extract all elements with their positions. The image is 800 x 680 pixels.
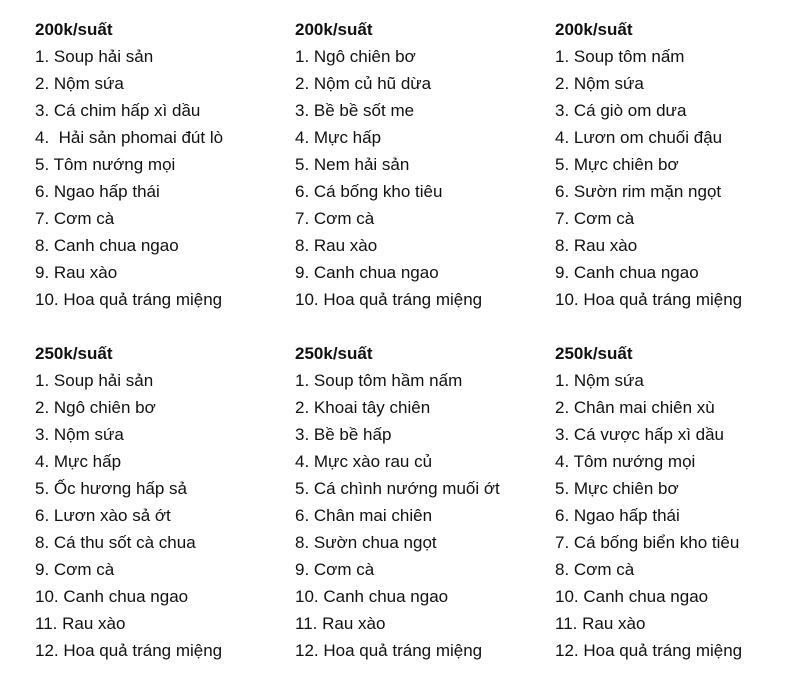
menu-item: 3. Cá vược hấp xì dầu: [555, 425, 725, 444]
menu-item: 8. Rau xào: [295, 236, 378, 255]
menu-200k-1: [35, 16, 285, 313]
menu-price-title: 250k/suất: [295, 344, 373, 363]
menu-item: 3. Cá giò om dưa: [555, 101, 687, 120]
menu-200k-3: [555, 16, 800, 313]
menu-item: 5. Mực chiên bơ: [555, 155, 679, 174]
menu-item: 9. Cơm cà: [35, 560, 115, 579]
menu-item: 1. Soup hải sản: [35, 371, 154, 390]
menu-item: 6. Cá bống kho tiêu: [295, 182, 443, 201]
menu-item: 2. Ngô chiên bơ: [35, 398, 156, 417]
menu-item-list: [295, 367, 545, 664]
menu-item: 8. Cơm cà: [555, 560, 635, 579]
menu-item: 10. Hoa quả tráng miệng: [555, 290, 743, 309]
menu-item-list: [555, 43, 800, 313]
menu-item: 3. Nộm sứa: [35, 425, 124, 444]
menu-item-list: [35, 367, 285, 664]
menu-item: 5. Nem hải sản: [295, 155, 410, 174]
menu-item: 1. Soup tôm hầm nấm: [295, 371, 463, 390]
menu-item: 3. Bề bề sốt me: [295, 101, 415, 120]
menu-item: 2. Chân mai chiên xù: [555, 398, 715, 417]
menu-item-list: [295, 43, 545, 313]
menu-item: 10. Hoa quả tráng miệng: [35, 290, 223, 309]
menu-item: 7. Cơm cà: [295, 209, 375, 228]
menu-item: 9. Canh chua ngao: [295, 263, 439, 282]
menu-item: 7. Cơm cà: [555, 209, 635, 228]
menu-item: 5. Ốc hương hấp sả: [35, 479, 188, 498]
menu-item: 6. Lươn xào sả ớt: [35, 506, 171, 525]
menu-item: 9. Cơm cà: [295, 560, 375, 579]
menu-item-list: [35, 43, 285, 313]
menu-item: 5. Mực chiên bơ: [555, 479, 679, 498]
menu-200k-2: [295, 16, 545, 313]
menu-item: 10. Canh chua ngao: [35, 587, 189, 606]
menu-item: 5. Tôm nướng mọi: [35, 155, 176, 174]
menu-item: 2. Nộm củ hũ dừa: [295, 74, 432, 93]
menu-item: 2. Nộm sứa: [35, 74, 124, 93]
menu-item: 4. Mực xào rau củ: [295, 452, 433, 471]
menu-item: 6. Sườn rim mặn ngọt: [555, 182, 722, 201]
menu-item: 10. Canh chua ngao: [295, 587, 449, 606]
menu-item: 8. Cá thu sốt cà chua: [35, 533, 196, 552]
menu-price-title: 250k/suất: [555, 344, 633, 363]
menu-item: 1. Soup hải sản: [35, 47, 154, 66]
menu-item: 2. Nộm sứa: [555, 74, 644, 93]
menu-item: 2. Khoai tây chiên: [295, 398, 431, 417]
menu-item: 12. Hoa quả tráng miệng: [555, 641, 743, 660]
menu-item: 10. Hoa quả tráng miệng: [295, 290, 483, 309]
menu-item: 4. Mực hấp: [295, 128, 382, 147]
menu-item: 4. Lươn om chuối đậu: [555, 128, 723, 147]
menu-item: 7. Cơm cà: [35, 209, 115, 228]
menu-item: 3. Cá chim hấp xì dầu: [35, 101, 201, 120]
menu-item: 4. Tôm nướng mọi: [555, 452, 696, 471]
menu-item: 11. Rau xào: [35, 614, 126, 633]
menu-item: 10. Canh chua ngao: [555, 587, 709, 606]
menu-item: 12. Hoa quả tráng miệng: [35, 641, 223, 660]
menu-price-title: 200k/suất: [295, 20, 373, 39]
menu-item-list: [555, 367, 800, 664]
menu-item: 1. Ngô chiên bơ: [295, 47, 416, 66]
menu-item: 11. Rau xào: [555, 614, 646, 633]
menu-item: 5. Cá chình nướng muối ớt: [295, 479, 500, 498]
menu-price-title: 200k/suất: [35, 20, 113, 39]
menu-item: 8. Canh chua ngao: [35, 236, 179, 255]
menu-250k-1: [35, 340, 285, 664]
menu-250k-2: [295, 340, 545, 664]
menu-item: 6. Chân mai chiên: [295, 506, 433, 525]
menu-item: 8. Sườn chua ngọt: [295, 533, 437, 552]
menu-item: 12. Hoa quả tráng miệng: [295, 641, 483, 660]
menu-item: 6. Ngao hấp thái: [555, 506, 680, 525]
menu-item: 9. Rau xào: [35, 263, 118, 282]
menu-price-title: 250k/suất: [35, 344, 113, 363]
menu-price-title: 200k/suất: [555, 20, 633, 39]
menu-item: 1. Soup tôm nấm: [555, 47, 685, 66]
menu-item: 1. Nộm sứa: [555, 371, 644, 390]
menu-item: 6. Ngao hấp thái: [35, 182, 160, 201]
menu-item: 4. Hải sản phomai đút lò: [35, 128, 224, 147]
menu-item: 11. Rau xào: [295, 614, 386, 633]
menu-item: 4. Mực hấp: [35, 452, 122, 471]
menu-item: 7. Cá bống biển kho tiêu: [555, 533, 740, 552]
menu-item: 9. Canh chua ngao: [555, 263, 699, 282]
menu-item: 3. Bề bề hấp: [295, 425, 392, 444]
menu-250k-3: [555, 340, 800, 664]
menu-item: 8. Rau xào: [555, 236, 638, 255]
